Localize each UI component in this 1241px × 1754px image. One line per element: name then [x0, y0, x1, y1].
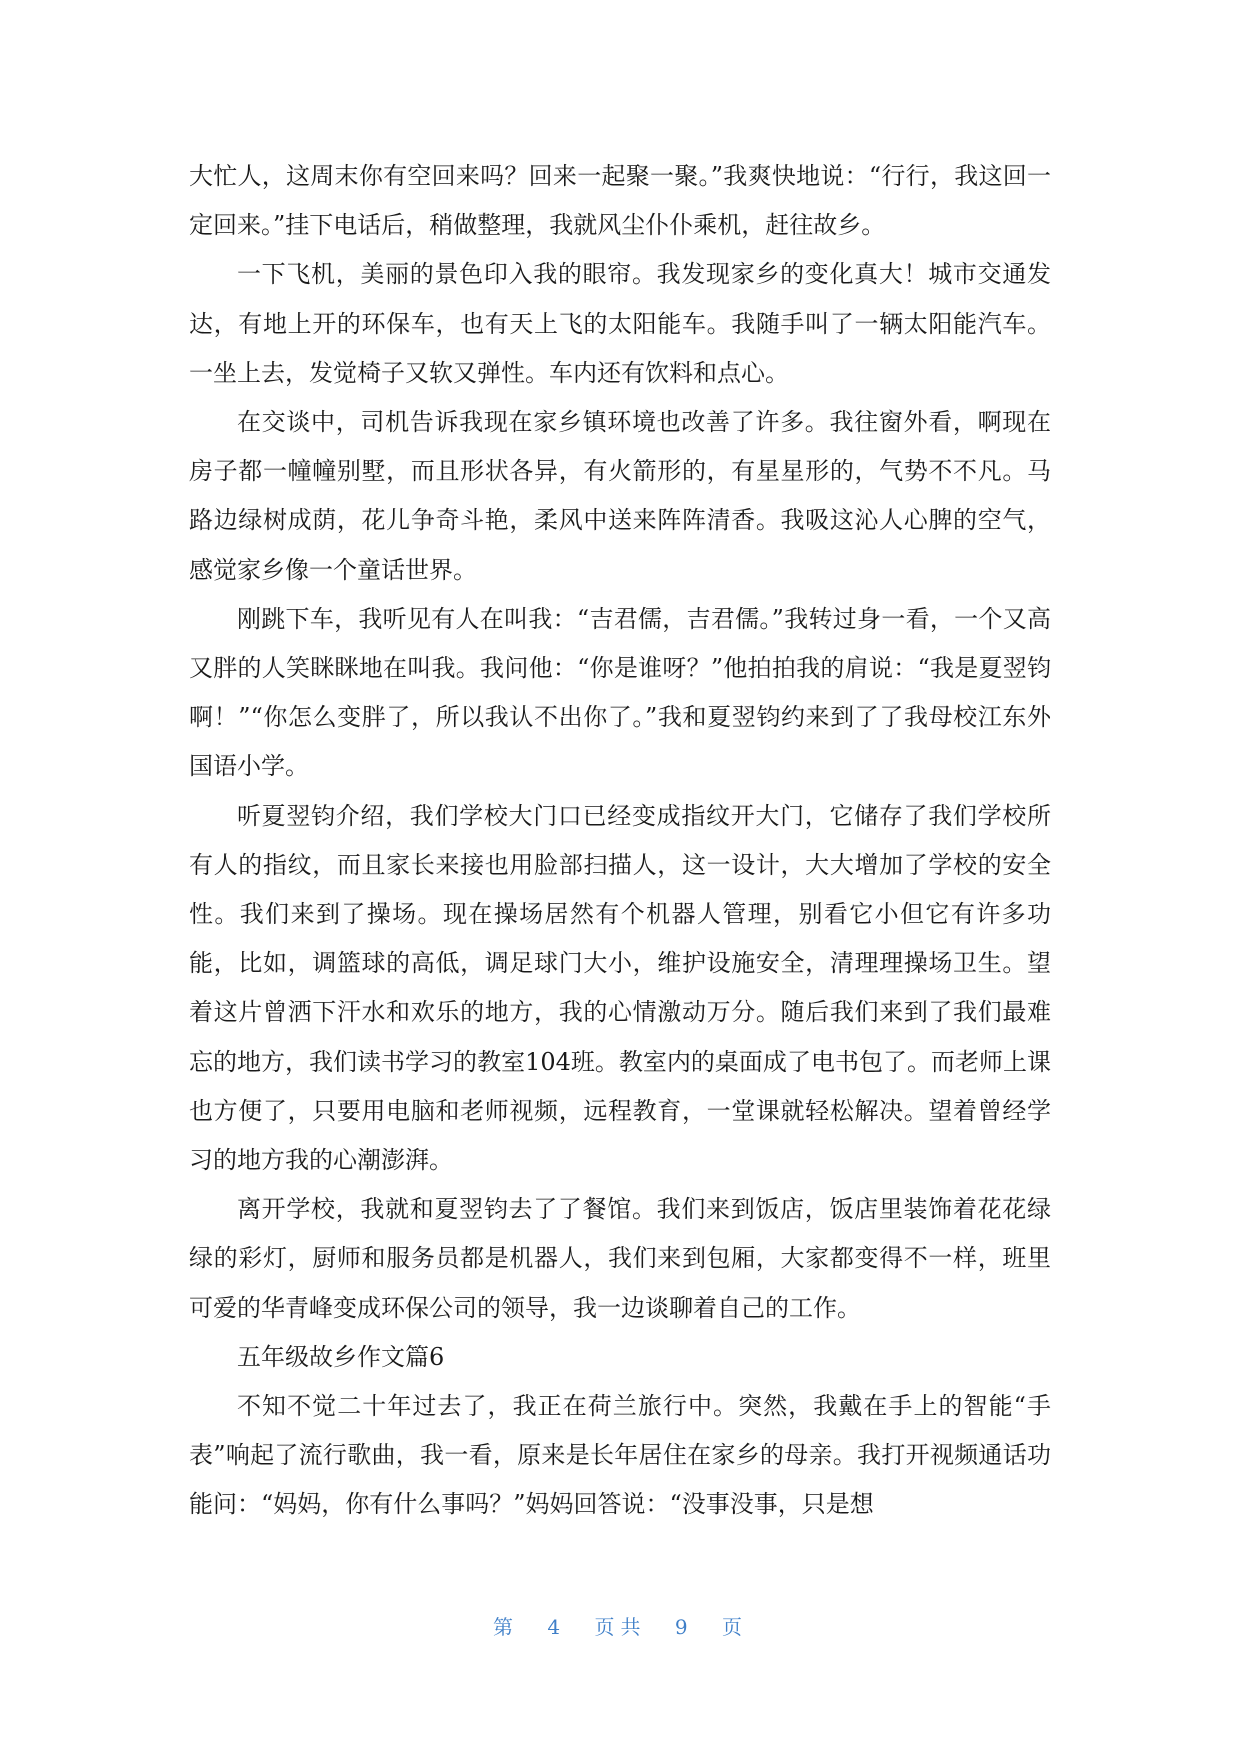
- paragraph: 一下飞机，美丽的景色印入我的眼帘。我发现家乡的变化真大！城市交通发达，有地上开的环保车，也有天上飞的太阳能车。我随手叫了一辆太阳能汽车。一坐上去，发觉椅子又软又弹性。车内还有饮料和点心。: [189, 260, 1051, 387]
- paragraph: 离开学校，我就和夏翌钧去了了餐馆。我们来到饭店，饭店里装饰着花花绿绿的彩灯，厨师和服务员都是机器人，我们来到包厢，大家都变得不一样，班里可爱的华青峰变成环保公司的领导，我一边谈聊着自己的工作。: [189, 1195, 1051, 1322]
- footer-label-of: 页共: [594, 1615, 647, 1639]
- section-heading: 五年级故乡作文篇6: [237, 1342, 445, 1371]
- paragraph: 在交谈中，司机告诉我现在家乡镇环境也改善了许多。我往窗外看，啊现在房子都一幢幢别墅，而且形状各异，有火箭形的，有星星形的，气势不不凡。马路边绿树成荫，花儿争奇斗艳，柔风中送来阵阵清香。我吸这沁人心脾的空气，感觉家乡像一个童话世界。: [189, 408, 1051, 584]
- body-text: [189, 152, 1051, 1530]
- paragraph-continued: 大忙人，这周末你有空回来吗？回来一起聚一聚。”我爽快地说：“行行，我这回一定回来。”挂下电话后，稍做整理，我就风尘仆仆乘机，赶往故乡。: [189, 162, 1051, 240]
- paragraph: 刚跳下车，我听见有人在叫我：“吉君儒，吉君儒。”我转过身一看，一个又高又胖的人笑眯眯地在叫我。我问他：“你是谁呀？”他拍拍我的肩说：“我是夏翌钧啊！”“你怎么变胖了，所以我认不出你了。”我和夏翌钧约来到了了我母校江东外国语小学。: [189, 604, 1051, 781]
- page-footer: [0, 1611, 1241, 1640]
- paragraph: 不知不觉二十年过去了，我正在荷兰旅行中。突然，我戴在手上的智能“手表”响起了流行歌曲，我一看，原来是长年居住在家乡的母亲。我打开视频通话功能问：“妈妈，你有什么事吗？”妈妈回答说：“没事没事，只是想: [189, 1392, 1051, 1519]
- footer-total-pages: 9: [674, 1615, 694, 1639]
- footer-label-page: 第: [493, 1615, 520, 1639]
- footer-label-page-end: 页: [721, 1615, 748, 1639]
- paragraph: 听夏翌钧介绍，我们学校大门口已经变成指纹开大门，它储存了我们学校所有人的指纹，而且家长来接也用脸部扫描人，这一设计，大大增加了学校的安全性。我们来到了操场。现在操场居然有个机器人管理，别看它小但它有许多功能，比如，调篮球的高低，调足球门大小，维护设施安全，清理理操场卫生。望着这片曾洒下汗水和欢乐的地方，我的心情激动万分。随后我们来到了我们最难忘的地方，我们读书学习的教室104班。教室内的桌面成了电书包了。而老师上课也方便了，只要用电脑和老师视频，远程教育，一堂课就轻松解决。望着曾经学习的地方我的心潮澎湃。: [189, 801, 1051, 1175]
- footer-current-page: 4: [547, 1615, 567, 1639]
